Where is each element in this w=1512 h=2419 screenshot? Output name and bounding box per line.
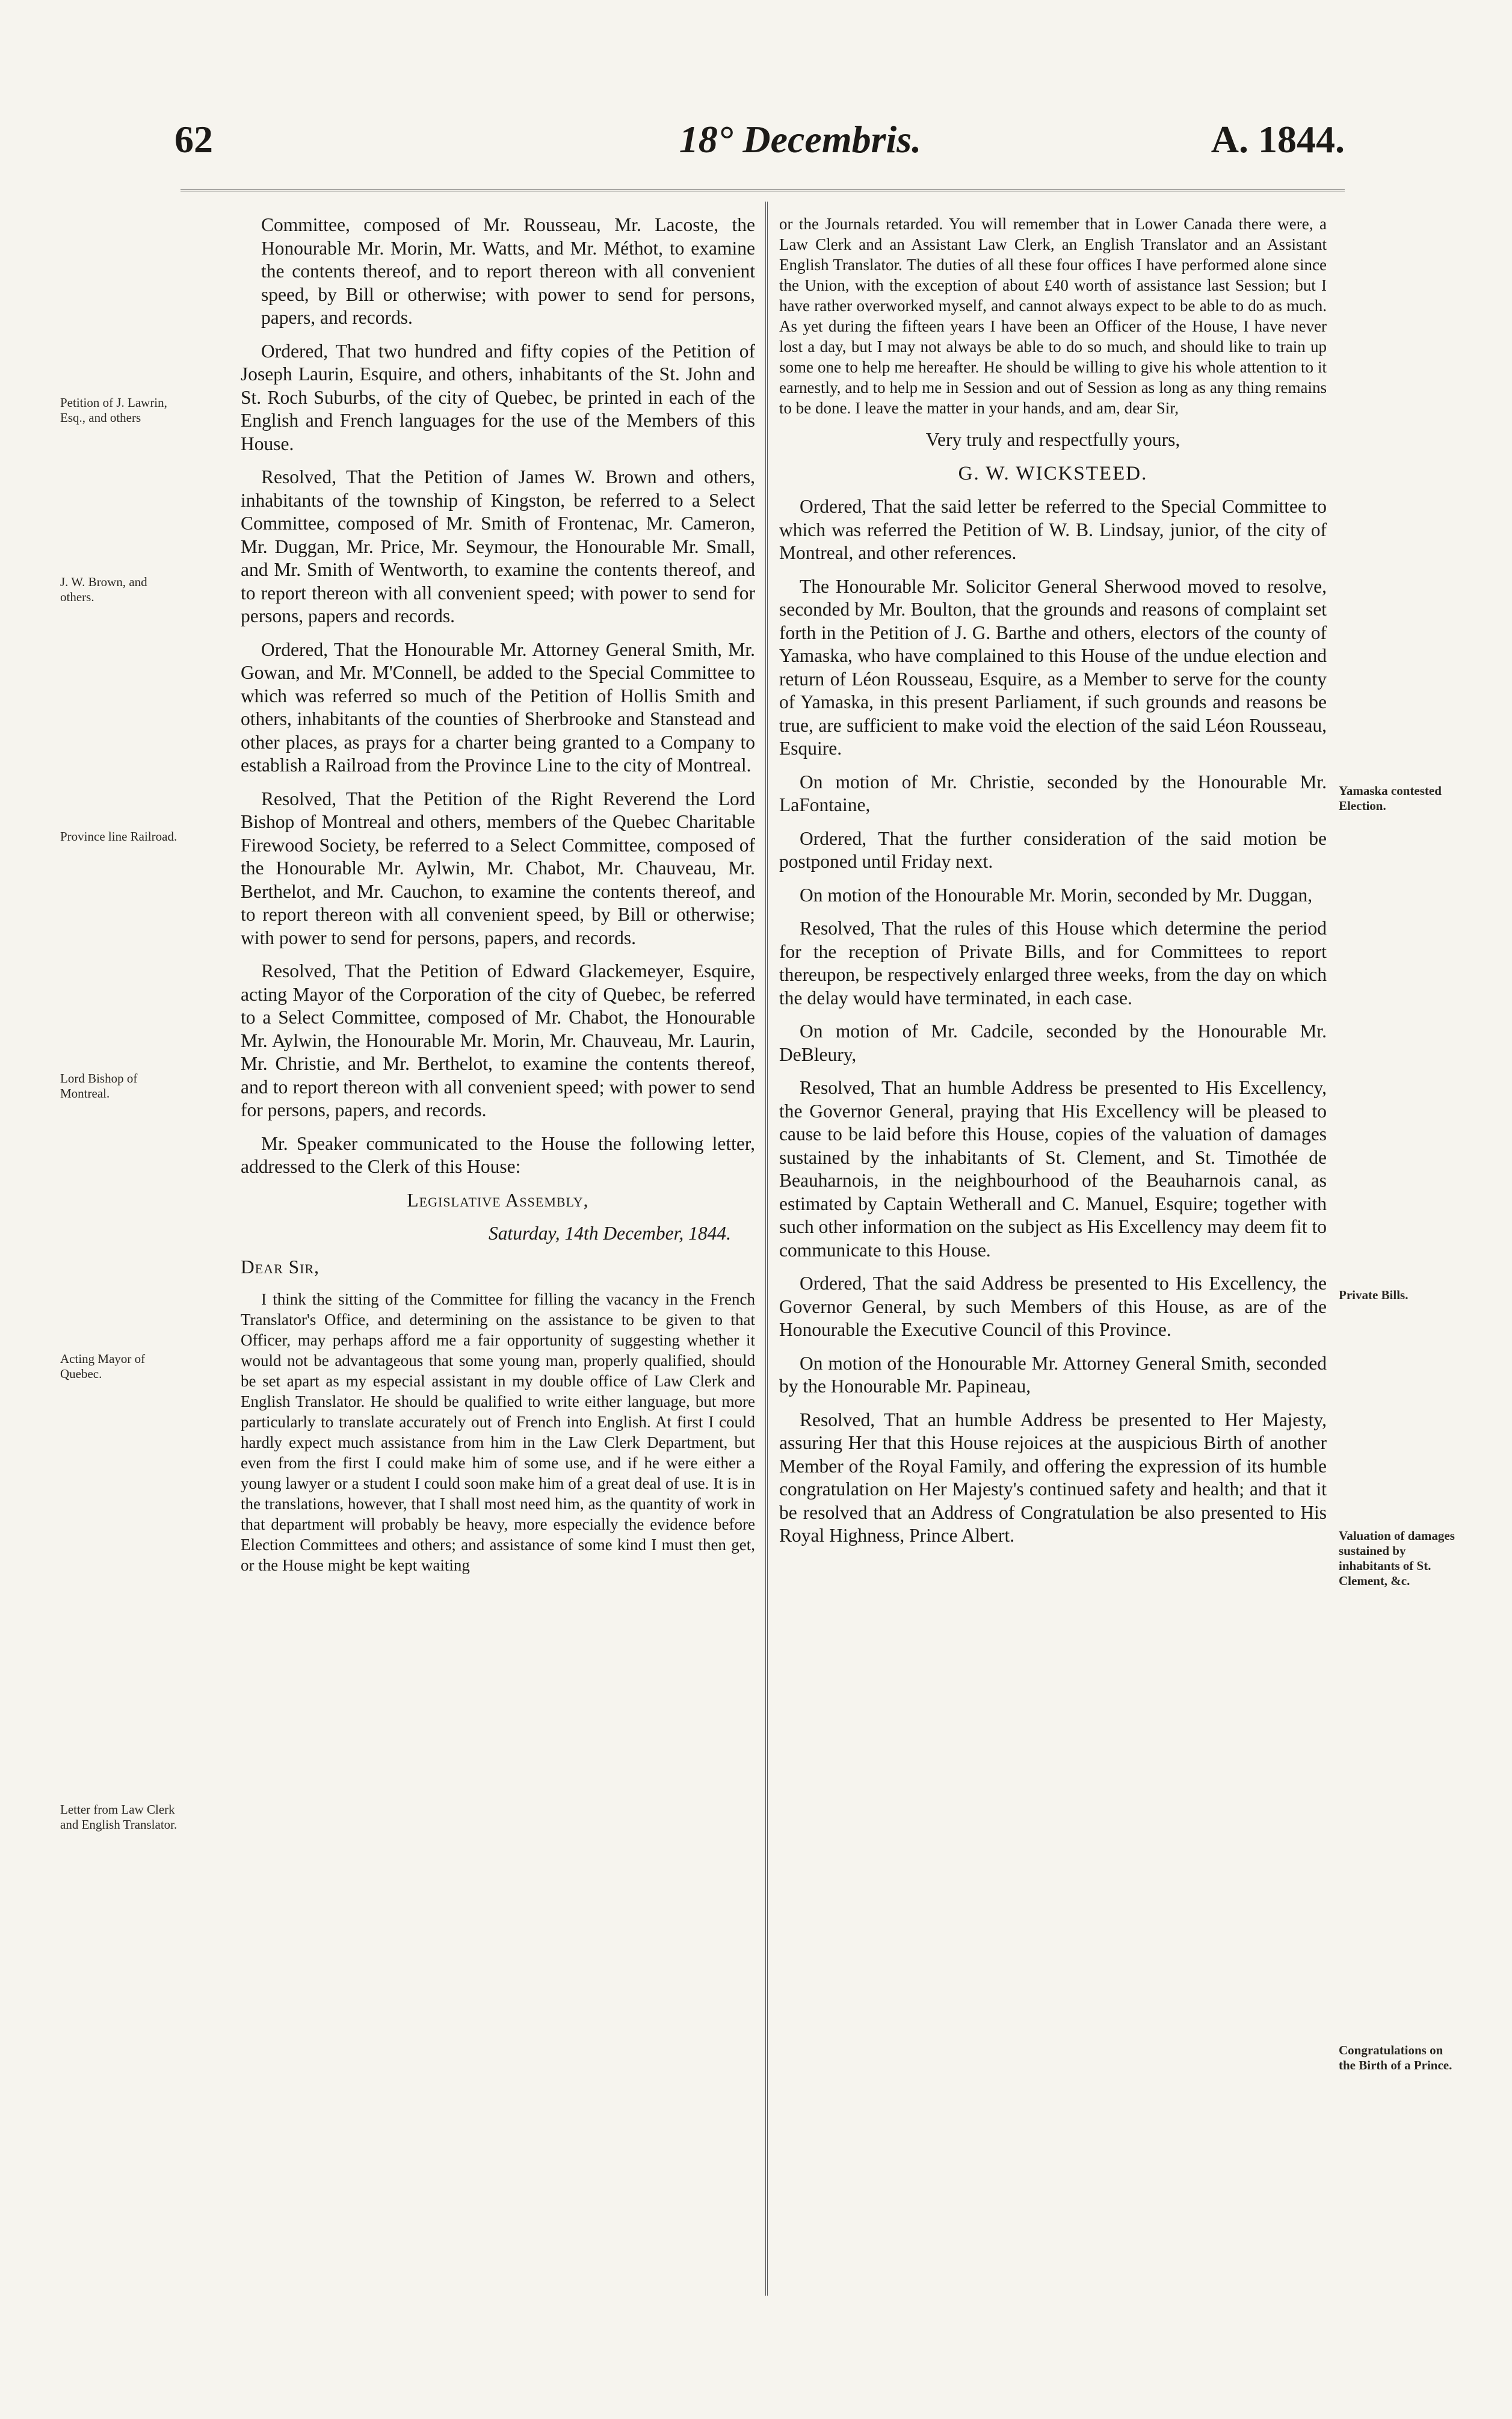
paragraph: Resolved, That the Petition of the Right Reverend the Lord Bishop of Montreal and others, members of the Quebec Charitable Firewood Society, be referred to a Select Committee, composed of the Honourable Mr. Aylwin, Mr. Chabot, Mr. Chauveau, Mr. Berthelot, and Mr. Cauchon, to examine the contents thereof, and to report thereon with all convenient speed, by Bill or otherwise; with power to send for persons, papers, and records. — [241, 788, 755, 948]
paragraph: Ordered, That the further consideration of the said motion be postponed until Friday next. — [779, 827, 1327, 872]
paragraph: Committee, composed of Mr. Rousseau, Mr. Lacoste, the Honourable Mr. Morin, Mr. Watts, and Mr. Méthot, to examine the contents thereof, and to report thereon with all convenient speed, by Bill or otherwise; with power to send for persons, papers, and records. — [261, 214, 755, 328]
margin-note-bishop: Lord Bishop of Montreal. — [60, 1071, 138, 1101]
paragraph: Resolved, That the rules of this House which determine the period for the reception of Private Bills, and for Committees to report thereupon, be respectively enlarged three weeks, from the day on which the delay would have terminated, in each case. — [779, 918, 1327, 1009]
header-rule — [181, 190, 1345, 191]
margin-note-brown: J. W. Brown, and others. — [60, 575, 147, 604]
page-number: 62 — [174, 118, 213, 161]
header-date: 18° Decembris. — [679, 118, 922, 161]
paragraph: On motion of the Honourable Mr. Attorney General Smith, seconded by the Honourable Mr. Papineau, — [779, 1352, 1327, 1397]
salutation: Dear Sir, — [241, 1256, 320, 1277]
right-column — [779, 214, 1327, 1558]
letter-date-text: Saturday, 14th December, 1844. — [488, 1223, 731, 1244]
letter-heading: Legislative Assembly, — [407, 1189, 589, 1211]
paragraph: Resolved, That an humble Address be presented to His Excellency, the Governor General, praying that His Excellency will be pleased to cause to be laid before this House, copies of the valuation of damages sustained by the inhabitants of St. Clement, and St. Timothée de Beauharnois, in the neighbourhood of the Beauharnois canal, as estimated by Captain Wetherall and C. Manuel, Esquire; together with such other information on the subject as His Excellency may deem fit to communicate to this House. — [779, 1077, 1327, 1261]
letter-continuation: or the Journals retarded. You will remember that in Lower Canada there were, a Law Clerk and an Assistant Law Clerk, an English Translator and an Assistant English Translator. The duties of all these four offices I have performed alone since the Union, with the exception of about £40 worth of assistance last Session; but I have rather overworked myself, and cannot always expect to be able to do as much. As yet during the fifteen years I have been an Officer of the House, I have never lost a day, but I may not always be able to do so much, and should like to train up some one to help me hereafter. He should be willing to give his whole attention to it earnestly, and to help me in Session and out of Session as long as any thing remains to be done. I leave the matter in your hands, and am, dear Sir, — [779, 215, 1327, 417]
margin-note-railroad: Province line Railroad. — [60, 829, 177, 844]
letter-body: I think the sitting of the Committee for filling the vacancy in the French Translator's Office, and determining on the assistance to be given to that Officer, may perhaps afford me a fair opportunity of suggesting whether it would not be advantageous that some young man, properly qualified, should be set apart as my especial assistant in my double office of Law Clerk and English Translator. He should be qualified to write either language, but more particularly to translate accurately out of French into English. At first I could hardly expect much assistance from him in the Law Clerk Department, but even from the first I could make him of some use, and if he were either a young lawyer or a student I could soon make him of a great deal of use. It is in the translations, however, that I shall most need him, as the quantity of work in that department will probably be heavy, more especially the evidence before Election Committees and others; and assistance of some kind I must then get, or the House might be kept waiting — [241, 1290, 755, 1574]
margin-note-congratulations: Congratulations on the Birth of a Prince. — [1339, 2043, 1452, 2072]
column-divider — [765, 202, 768, 2296]
margin-note-private-bills: Private Bills. — [1339, 1288, 1409, 1302]
header-year: A. 1844. — [1211, 118, 1345, 161]
paragraph: On motion of Mr. Christie, seconded by the Honourable Mr. LaFontaine, — [779, 771, 1327, 815]
paragraph: Ordered, That the said letter be referred to the Special Committee to which was referred the Petition of W. B. Lindsay, junior, of the city of Montreal, and other references. — [779, 496, 1327, 563]
letter-date — [241, 1222, 755, 1246]
paragraph: On motion of Mr. Cadcile, seconded by the Honourable Mr. DeBleury, — [779, 1021, 1327, 1065]
letter-closing: Very truly and respectfully yours, — [925, 429, 1180, 450]
paragraph: Ordered, That the said Address be presented to His Excellency, the Governor General, by such Members of this House, as are of the Honourable the Executive Council of this Province. — [779, 1273, 1327, 1340]
paragraph: Resolved, That the Petition of Edward Glackemeyer, Esquire, acting Mayor of the Corporation of the city of Quebec, be referred to a Select Committee, composed of Mr. Chabot, the Honourable Mr. Aylwin, the Honourable Mr. Morin, Mr. Chauveau, Mr. Laurin, Mr. Christie, and Mr. Berthelot, to examine the contents thereof, and to report thereon with all convenient speed; with power to send for persons, papers, and records. — [241, 960, 755, 1120]
left-column — [241, 214, 755, 1586]
paragraph: The Honourable Mr. Solicitor General Sherwood moved to resolve, seconded by Mr. Boulton, that the grounds and reasons of complaint set forth in the Petition of J. G. Barthe and others, electors of the county of Yamaska, who have complained to this House of the undue election and return of Léon Rousseau, Esquire, as a Member to serve for the county of Yamaska, in this present Parliament, if such grounds and reasons be true, are sufficient to make void the election of the said Léon Rousseau, Esquire. — [779, 575, 1327, 759]
margin-note-letter: Letter from Law Clerk and English Translator. — [60, 1802, 177, 1832]
paragraph: Ordered, That the Honourable Mr. Attorney General Smith, Mr. Gowan, and Mr. M'Connell, be added to the Special Committee to which was referred so much of the Petition of Hollis Smith and others, inhabitants of the counties of Sherbrooke and Stanstead and other places, as prays for a charter being granted to a Company to establish a Railroad from the Province Line to the city of Montreal. — [241, 638, 755, 776]
paragraph: Ordered, That two hundred and fifty copies of the Petition of Joseph Laurin, Esquire, and others, inhabitants of the St. John and St. Roch Suburbs, of the city of Quebec, be printed in each of the English and French languages for the use of the Members of this House. — [241, 340, 755, 454]
margin-note-mayor: Acting Mayor of Quebec. — [60, 1352, 146, 1381]
paragraph: Mr. Speaker communicated to the House the following letter, addressed to the Clerk of this House: — [241, 1132, 755, 1177]
letter-signature: G. W. WICKSTEED. — [958, 462, 1148, 484]
margin-note-laurin: Petition of J. Lawrin, Esq., and others — [60, 395, 167, 425]
margin-note-valuation: Valuation of damages sustained by inhabitants of St. Clement, &c. — [1339, 1528, 1455, 1588]
paragraph: Resolved, That an humble Address be presented to Her Majesty, assuring Her that this House rejoices at the auspicious Birth of another Member of the Royal Family, and offering the expression of its humble congratulation on Her Majesty's continued safety and health; and that it be resolved that an Address of Congratulation be also presented to His Royal Highness, Prince Albert. — [779, 1409, 1327, 1546]
paragraph: Resolved, That the Petition of James W. Brown and others, inhabitants of the township of Kingston, be referred to a Select Committee, composed of Mr. Smith of Frontenac, Mr. Cameron, Mr. Duggan, Mr. Price, Mr. Seymour, the Honourable Mr. Small, and Mr. Smith of Wentworth, to examine the contents thereof, and to report thereon with all convenient speed; with power to send for persons, papers and records. — [241, 466, 755, 626]
paragraph: On motion of the Honourable Mr. Morin, seconded by Mr. Duggan, — [800, 884, 1313, 906]
page-header — [174, 117, 1345, 171]
margin-note-yamaska: Yamaska contested Election. — [1339, 783, 1442, 813]
